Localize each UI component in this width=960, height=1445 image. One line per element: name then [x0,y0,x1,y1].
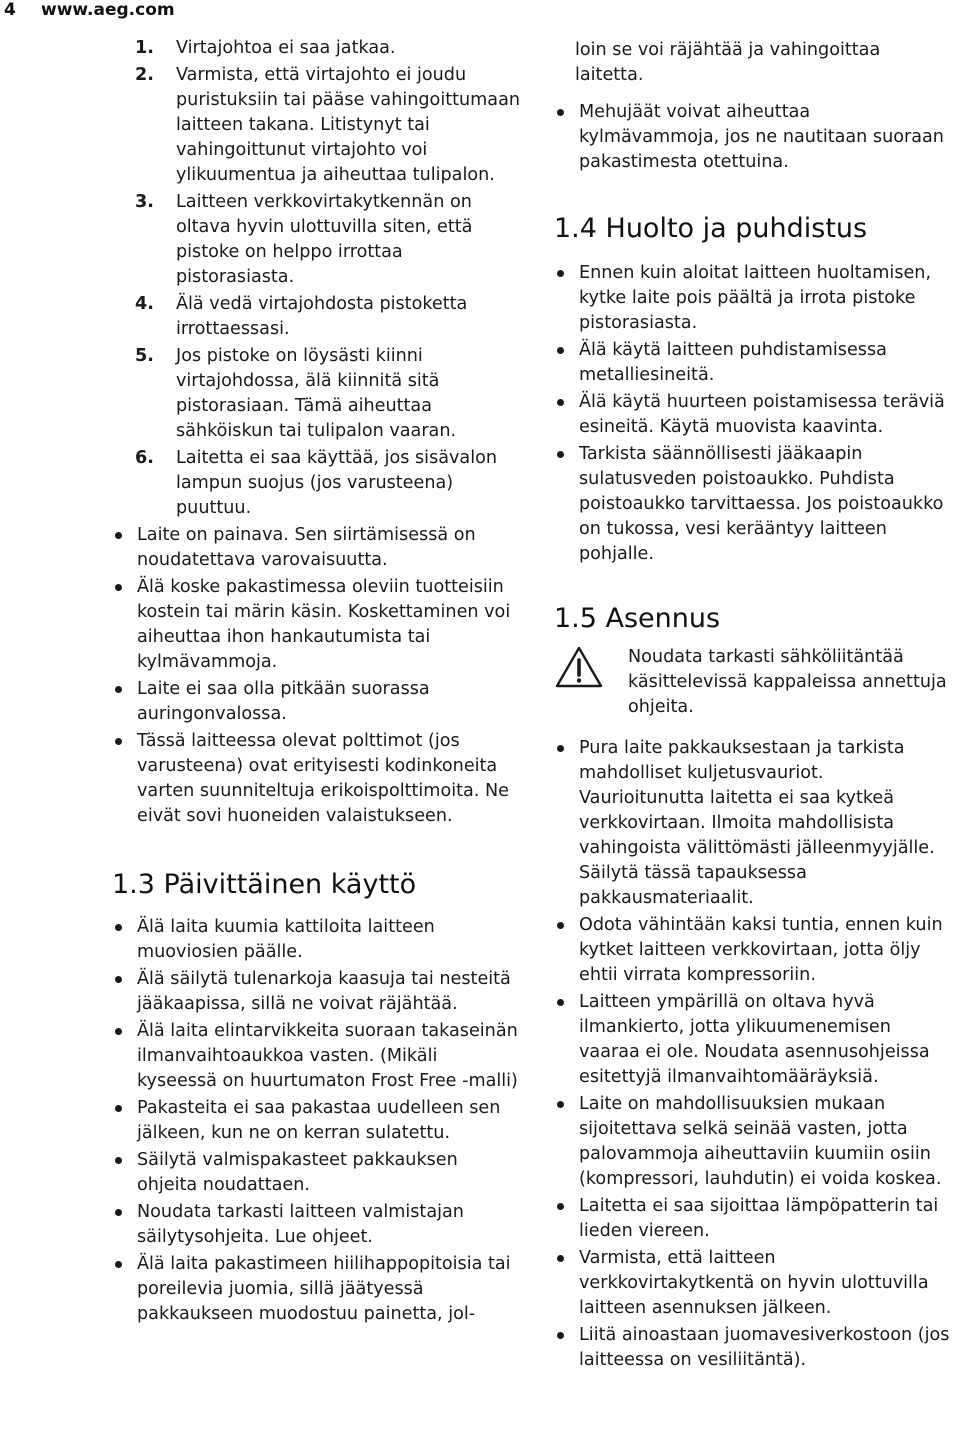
list-item: Laitteen ympärillä on oltava hyvä ilmankierto, jotta ylikuumenemisen vaaraa ei ole. Noudata asennusohjeissa esitettyjä ilmanvaihtomääräyksiä. [554,990,954,1090]
bullet-list [554,100,954,175]
warning-text: Noudata tarkasti sähköliitäntää käsittelevissä kappaleissa annettuja ohjeita. [628,647,947,717]
list-item: Laite ei saa olla pitkään suorassa auringonvalossa. [112,677,520,727]
list-item: Varmista, että laitteen verkkovirtakytkentä on hyvin ulottuvilla laitteen asennuksen jälkeen. [554,1246,954,1321]
list-item: Älä käytä huurteen poistamisessa teräviä esineitä. Käytä muovista kaavinta. [554,390,954,440]
item-text: Laitetta ei saa käyttää, jos sisävalon lampun suojus (jos varusteena) puuttuu. [176,448,498,518]
list-item: Laite on painava. Sen siirtämisessä on noudatettava varovaisuutta. [112,523,520,573]
list-item [112,36,520,61]
item-text: Älä vedä virtajohdosta pistoketta irrottaessasi. [176,294,468,339]
list-item: Älä säilytä tulenarkoja kaasuja tai nesteitä jääkaapissa, sillä ne voivat räjähtää. [112,967,520,1017]
list-item: Älä koske pakastimessa oleviin tuotteisiin kostein tai märin käsin. Koskettaminen voi aiheuttaa ihon hankautumista tai kylmävammoja. [112,575,520,675]
list-item: Liitä ainoastaan juomavesiverkostoon (jos laitteessa on vesiliitäntä). [554,1323,954,1373]
list-item: Laitetta ei saa sijoittaa lämpöpatterin tai lieden viereen. [554,1194,954,1244]
item-text: Laitteen verkkovirtakytkennän on oltava hyvin ulottuvilla siten, että pistoke on helppo irrottaa pistorasiasta. [176,192,473,287]
list-item: Pura laite pakkauksestaan ja tarkista mahdolliset kuljetusvauriot. Vaurioitunutta laitetta ei saa kytkeä verkkovirtaan. Ilmoita mahdollisista vahingoista välittömästi jälleenmyyjälle. Säilytä tässä tapauksessa pakkausmateriaalit. [554,736,954,911]
list-item [112,63,520,188]
warning-note [554,645,954,720]
item-number: 2. [135,65,154,85]
section-heading-1-3: 1.3 Päivittäinen käyttö [112,869,417,900]
site-url: www.aeg.com [41,0,175,20]
bullet-list-maintenance [554,261,954,567]
list-item: Laite on mahdollisuuksien mukaan sijoitettava selkä seinää vasten, jotta palovammoja aiheuttaviin kuumiin osiin (kompressori, lauhdutin) ei voida koskea. [554,1092,954,1192]
list-item [112,446,520,521]
numbered-list [112,36,520,521]
section-heading-1-5: 1.5 Asennus [554,603,721,634]
list-item: Mehujäät voivat aiheuttaa kylmävammoja, jos ne nautitaan suoraan pakastimesta otettuina. [554,100,954,175]
right-column [554,38,954,1375]
list-item [112,292,520,342]
list-item: Älä laita pakastimeen hiilihappopitoisia tai poreilevia juomia, sillä jäätyessä pakkaukseen muodostuu painetta, jol- [112,1252,520,1327]
list-item: Tässä laitteessa olevat polttimot (jos varusteena) ovat erityisesti kodinkoneita varten suunniteltuja erikoispolttimoita. Ne eivät sovi huoneiden valaistukseen. [112,729,520,829]
section-heading-1-4: 1.4 Huolto ja puhdistus [554,213,868,244]
list-item: Odota vähintään kaksi tuntia, ennen kuin kytket laitteen verkkovirtaan, jotta öljy ehtii virrata kompressoriin. [554,913,954,988]
continued-text: loin se voi räjähtää ja vahingoittaa laitetta. [575,40,881,85]
list-item [112,190,520,290]
list-item: Säilytä valmispakasteet pakkauksen ohjeita noudattaen. [112,1148,520,1198]
item-text: Virtajohtoa ei saa jatkaa. [176,38,396,58]
list-item: Älä laita elintarvikkeita suoraan takaseinän ilmanvaihtoaukkoa vasten. (Mikäli kyseessä on huurtumaton Frost Free -malli) [112,1019,520,1094]
list-item: Älä käytä laitteen puhdistamisessa metalliesineitä. [554,338,954,388]
bullet-list-installation [554,736,954,1373]
item-text: Varmista, että virtajohto ei joudu puristuksiin tai pääse vahingoittumaan laitteen takana. Litistynyt tai vahingoittunut virtajohto voi ylikuumentua ja aiheuttaa tulipalon. [176,65,521,185]
list-item: Ennen kuin aloitat laitteen huoltamisen, kytke laite pois päältä ja irrota pistoke pistorasiasta. [554,261,954,336]
list-item: Tarkista säännöllisesti jääkaapin sulatusveden poistoaukko. Puhdista poistoaukko tarvittaessa. Jos poistoaukko on tukossa, vesi kerääntyy laitteen pohjalle. [554,442,954,567]
bullet-list [112,523,520,829]
list-item: Älä laita kuumia kattiloita laitteen muoviosien päälle. [112,915,520,965]
item-text: Jos pistoke on löysästi kiinni virtajohdossa, älä kiinnitä sitä pistorasiaan. Tämä aiheuttaa sähköiskun tai tulipalon vaaran. [176,346,457,441]
page-number: 4 [4,0,16,20]
item-number: 4. [135,294,154,314]
item-number: 6. [135,448,154,468]
bullet-list-daily-use [112,915,520,1327]
list-item: Pakasteita ei saa pakastaa uudelleen sen jälkeen, kun ne on kerran sulatettu. [112,1096,520,1146]
item-number: 1. [135,38,154,58]
item-number: 5. [135,346,154,366]
item-number: 3. [135,192,154,212]
left-column [112,36,520,1329]
list-item [112,344,520,444]
list-item: Noudata tarkasti laitteen valmistajan säilytysohjeita. Lue ohjeet. [112,1200,520,1250]
warning-triangle-icon [554,645,604,689]
